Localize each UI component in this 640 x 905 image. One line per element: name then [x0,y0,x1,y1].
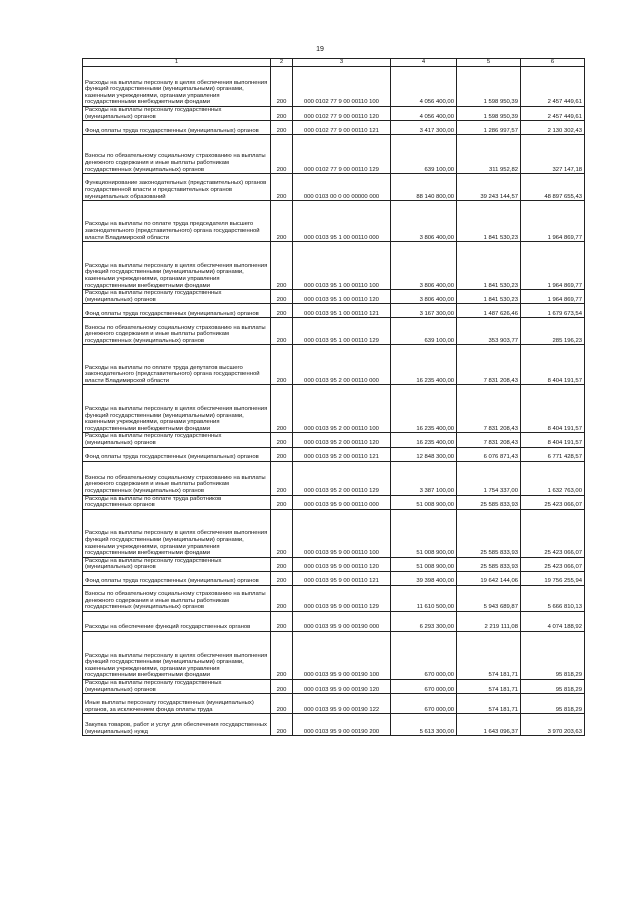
expense-name-cell: Расходы на выплаты персоналу в целях обеспечения выполнения функций государственными (муниципальными) органами, казенными учреждениями, органами управления государственными внебюджетными фондами [83,509,271,557]
executed-amount-cell: 7 831 208,43 [457,385,521,433]
table-row [83,714,585,736]
table-row [83,557,585,571]
plan-amount-cell: 16 235 400,00 [391,433,457,447]
plan-amount-cell: 3 806 400,00 [391,201,457,242]
expense-name-cell: Фонд оплаты труда государственных (муниципальных) органов [83,571,271,585]
plan-amount-cell: 6 293 300,00 [391,611,457,631]
table-row [83,694,585,714]
plan-amount-cell: 4 056 400,00 [391,107,457,121]
classification-code-cell: 000 0102 77 9 00 00110 100 [293,67,391,107]
classification-code-cell: 000 0103 95 2 00 00110 000 [293,345,391,385]
expense-name-cell: Взносы по обязательному социальному страхованию на выплаты денежного содержания и иные выплаты работникам государственных (муниципальных) органов [83,318,271,345]
grbs-code-cell: 200 [271,385,293,433]
executed-amount-cell: 6 076 871,43 [457,447,521,461]
remaining-amount-cell: 19 756 255,94 [521,571,585,585]
expense-name-cell: Расходы на выплаты по оплате труда депутатов высшего законодательного (представительного) органа государственной власти Владимирской области [83,345,271,385]
grbs-code-cell: 200 [271,679,293,693]
table-row [83,67,585,107]
table-row [83,447,585,461]
classification-code-cell: 000 0103 95 9 00 00190 000 [293,611,391,631]
remaining-amount-cell: 5 666 810,13 [521,585,585,611]
executed-amount-cell: 25 585 833,93 [457,557,521,571]
executed-amount-cell: 1 487 626,46 [457,304,521,318]
remaining-amount-cell: 25 423 066,07 [521,509,585,557]
remaining-amount-cell: 3 970 203,63 [521,714,585,736]
table-row [83,174,585,201]
plan-amount-cell: 16 235 400,00 [391,385,457,433]
grbs-code-cell: 200 [271,694,293,714]
table-row [83,345,585,385]
plan-amount-cell: 5 613 300,00 [391,714,457,736]
table-row [83,304,585,318]
grbs-code-cell: 200 [271,345,293,385]
remaining-amount-cell: 2 457 449,61 [521,67,585,107]
grbs-code-cell: 200 [271,557,293,571]
grbs-code-cell: 200 [271,631,293,679]
plan-amount-cell: 51 008 900,00 [391,509,457,557]
classification-code-cell: 000 0102 77 9 00 00110 120 [293,107,391,121]
grbs-code-cell: 200 [271,304,293,318]
expense-name-cell: Расходы на выплаты персоналу в целях обеспечения выполнения функций государственными (муниципальными) органами, казенными учреждениями, органами управления государственными внебюджетными фондами [83,67,271,107]
plan-amount-cell: 51 008 900,00 [391,557,457,571]
grbs-code-cell: 200 [271,714,293,736]
expense-name-cell: Расходы на выплаты персоналу государственных (муниципальных) органов [83,433,271,447]
remaining-amount-cell: 25 423 066,07 [521,557,585,571]
executed-amount-cell: 1 598 950,39 [457,67,521,107]
executed-amount-cell: 39 243 144,57 [457,174,521,201]
classification-code-cell: 000 0102 77 9 00 00110 121 [293,121,391,135]
plan-amount-cell: 670 000,00 [391,679,457,693]
classification-code-cell: 000 0103 95 9 00 00110 129 [293,585,391,611]
remaining-amount-cell: 285 196,23 [521,318,585,345]
remaining-amount-cell: 95 818,29 [521,631,585,679]
grbs-code-cell: 200 [271,433,293,447]
classification-code-cell: 000 0103 95 1 00 00110 121 [293,304,391,318]
plan-amount-cell: 670 000,00 [391,694,457,714]
grbs-code-cell: 200 [271,611,293,631]
executed-amount-cell: 7 831 208,43 [457,433,521,447]
plan-amount-cell: 11 610 500,00 [391,585,457,611]
executed-amount-cell: 7 831 208,43 [457,345,521,385]
table-header-row [83,59,585,67]
classification-code-cell: 000 0103 95 9 00 00110 000 [293,495,391,509]
executed-amount-cell: 5 943 689,87 [457,585,521,611]
classification-code-cell: 000 0103 95 9 00 00110 100 [293,509,391,557]
table-row [83,433,585,447]
table-row [83,135,585,174]
executed-amount-cell: 25 585 833,93 [457,509,521,557]
classification-code-cell: 000 0103 95 9 00 00190 100 [293,631,391,679]
grbs-code-cell: 200 [271,447,293,461]
classification-code-cell: 000 0103 95 1 00 00110 120 [293,290,391,304]
classification-code-cell: 000 0103 95 2 00 00110 121 [293,447,391,461]
plan-amount-cell: 639 100,00 [391,135,457,174]
table-row [83,631,585,679]
expense-name-cell: Расходы на обеспечение функций государственных органов [83,611,271,631]
expense-name-cell: Расходы на выплаты персоналу государственных (муниципальных) органов [83,290,271,304]
grbs-code-cell: 200 [271,318,293,345]
classification-code-cell: 000 0103 95 9 00 00190 122 [293,694,391,714]
table-row [83,585,585,611]
expense-name-cell: Фонд оплаты труда государственных (муниципальных) органов [83,121,271,135]
remaining-amount-cell: 8 404 191,57 [521,433,585,447]
expense-name-cell: Взносы по обязательному социальному страхованию на выплаты денежного содержания и иные выплаты работникам государственных (муниципальных) органов [83,461,271,495]
plan-amount-cell: 670 000,00 [391,631,457,679]
remaining-amount-cell: 327 147,18 [521,135,585,174]
plan-amount-cell: 3 806 400,00 [391,290,457,304]
plan-amount-cell: 12 848 300,00 [391,447,457,461]
grbs-code-cell: 200 [271,585,293,611]
plan-amount-cell: 51 008 900,00 [391,495,457,509]
grbs-code-cell: 200 [271,242,293,290]
expense-name-cell: Взносы по обязательному социальному страхованию на выплаты денежного содержания и иные выплаты работникам государственных (муниципальных) органов [83,135,271,174]
grbs-code-cell: 200 [271,201,293,242]
expense-name-cell: Расходы на выплаты персоналу государственных (муниципальных) органов [83,557,271,571]
executed-amount-cell: 25 585 833,93 [457,495,521,509]
executed-amount-cell: 1 841 530,23 [457,201,521,242]
remaining-amount-cell: 2 130 302,43 [521,121,585,135]
classification-code-cell: 000 0103 95 9 00 00110 121 [293,571,391,585]
grbs-code-cell: 200 [271,509,293,557]
expense-name-cell: Расходы на выплаты персоналу государственных (муниципальных) органов [83,107,271,121]
remaining-amount-cell: 6 771 428,57 [521,447,585,461]
executed-amount-cell: 353 903,77 [457,318,521,345]
expense-name-cell: Взносы по обязательному социальному страхованию на выплаты денежного содержания и иные выплаты работникам государственных (муниципальных) органов [83,585,271,611]
table-row [83,318,585,345]
plan-amount-cell: 39 398 400,00 [391,571,457,585]
plan-amount-cell: 3 387 100,00 [391,461,457,495]
remaining-amount-cell: 1 964 869,77 [521,242,585,290]
expense-name-cell: Расходы на выплаты персоналу государственных (муниципальных) органов [83,679,271,693]
column-header: 2 [271,59,293,67]
remaining-amount-cell: 95 818,29 [521,694,585,714]
classification-code-cell: 000 0103 95 9 00 00110 120 [293,557,391,571]
table-row [83,461,585,495]
classification-code-cell: 000 0103 95 9 00 00190 120 [293,679,391,693]
column-header: 4 [391,59,457,67]
classification-code-cell: 000 0103 95 2 00 00110 120 [293,433,391,447]
classification-code-cell: 000 0103 95 2 00 00110 129 [293,461,391,495]
remaining-amount-cell: 25 423 066,07 [521,495,585,509]
expense-name-cell: Фонд оплаты труда государственных (муниципальных) органов [83,447,271,461]
plan-amount-cell: 88 140 800,00 [391,174,457,201]
remaining-amount-cell: 2 457 449,61 [521,107,585,121]
table-row [83,509,585,557]
grbs-code-cell: 200 [271,121,293,135]
column-header: 5 [457,59,521,67]
executed-amount-cell: 1 754 337,00 [457,461,521,495]
column-header: 1 [83,59,271,67]
expense-name-cell: Расходы на выплаты персоналу в целях обеспечения выполнения функций государственными (муниципальными) органами, казенными учреждениями, органами управления государственными внебюджетными фондами [83,385,271,433]
remaining-amount-cell: 8 404 191,57 [521,385,585,433]
executed-amount-cell: 574 181,71 [457,679,521,693]
expense-name-cell: Закупка товаров, работ и услуг для обеспечения государственных (муниципальных) нужд [83,714,271,736]
classification-code-cell: 000 0103 95 1 00 00110 129 [293,318,391,345]
remaining-amount-cell: 1 632 763,00 [521,461,585,495]
table-row [83,611,585,631]
executed-amount-cell: 1 643 096,37 [457,714,521,736]
page-number: 19 [316,46,324,53]
grbs-code-cell: 200 [271,135,293,174]
classification-code-cell: 000 0103 00 0 00 00000 000 [293,174,391,201]
grbs-code-cell: 200 [271,174,293,201]
plan-amount-cell: 4 056 400,00 [391,67,457,107]
classification-code-cell: 000 0103 95 1 00 00110 000 [293,201,391,242]
table-row [83,679,585,693]
grbs-code-cell: 200 [271,495,293,509]
budget-table [82,58,585,736]
table-row [83,290,585,304]
expense-name-cell: Расходы на выплаты по оплате труда председателя высшего законодательного (представительного) органа государственной власти Владимирской области [83,201,271,242]
classification-code-cell: 000 0103 95 1 00 00110 100 [293,242,391,290]
expense-name-cell: Расходы на выплаты персоналу в целях обеспечения выполнения функций государственными (муниципальными) органами, казенными учреждениями, органами управления государственными внебюджетными фондами [83,242,271,290]
executed-amount-cell: 19 642 144,06 [457,571,521,585]
classification-code-cell: 000 0103 95 9 00 00190 200 [293,714,391,736]
grbs-code-cell: 200 [271,67,293,107]
table-row [83,495,585,509]
table-row [83,201,585,242]
remaining-amount-cell: 4 074 188,92 [521,611,585,631]
grbs-code-cell: 200 [271,290,293,304]
executed-amount-cell: 574 181,71 [457,694,521,714]
executed-amount-cell: 1 841 530,23 [457,242,521,290]
plan-amount-cell: 3 417 300,00 [391,121,457,135]
table-row [83,121,585,135]
remaining-amount-cell: 8 404 191,57 [521,345,585,385]
expense-name-cell: Расходы на выплаты по оплате труда работников государственных органов [83,495,271,509]
grbs-code-cell: 200 [271,107,293,121]
classification-code-cell: 000 0102 77 9 00 00110 129 [293,135,391,174]
plan-amount-cell: 16 235 400,00 [391,345,457,385]
remaining-amount-cell: 1 964 869,77 [521,290,585,304]
executed-amount-cell: 2 219 111,08 [457,611,521,631]
executed-amount-cell: 574 181,71 [457,631,521,679]
executed-amount-cell: 1 286 997,57 [457,121,521,135]
classification-code-cell: 000 0103 95 2 00 00110 100 [293,385,391,433]
executed-amount-cell: 311 952,82 [457,135,521,174]
grbs-code-cell: 200 [271,461,293,495]
expense-name-cell: Фонд оплаты труда государственных (муниципальных) органов [83,304,271,318]
remaining-amount-cell: 48 897 655,43 [521,174,585,201]
executed-amount-cell: 1 598 950,39 [457,107,521,121]
grbs-code-cell: 200 [271,571,293,585]
plan-amount-cell: 3 806 400,00 [391,242,457,290]
plan-amount-cell: 3 167 300,00 [391,304,457,318]
expense-name-cell: Функционирование законодательных (представительных) органов государственной власти и представительных органов муниципальных образований [83,174,271,201]
remaining-amount-cell: 1 964 869,77 [521,201,585,242]
column-header: 6 [521,59,585,67]
executed-amount-cell: 1 841 530,23 [457,290,521,304]
table-row [83,385,585,433]
expense-name-cell: Иные выплаты персоналу государственных (муниципальных) органов, за исключением фонда оплаты труда [83,694,271,714]
table-row [83,107,585,121]
table-row [83,571,585,585]
plan-amount-cell: 639 100,00 [391,318,457,345]
remaining-amount-cell: 95 818,29 [521,679,585,693]
table-row [83,242,585,290]
expense-name-cell: Расходы на выплаты персоналу в целях обеспечения выполнения функций государственными (муниципальными) органами, казенными учреждениями, органами управления государственными внебюджетными фондами [83,631,271,679]
remaining-amount-cell: 1 679 673,54 [521,304,585,318]
column-header: 3 [293,59,391,67]
